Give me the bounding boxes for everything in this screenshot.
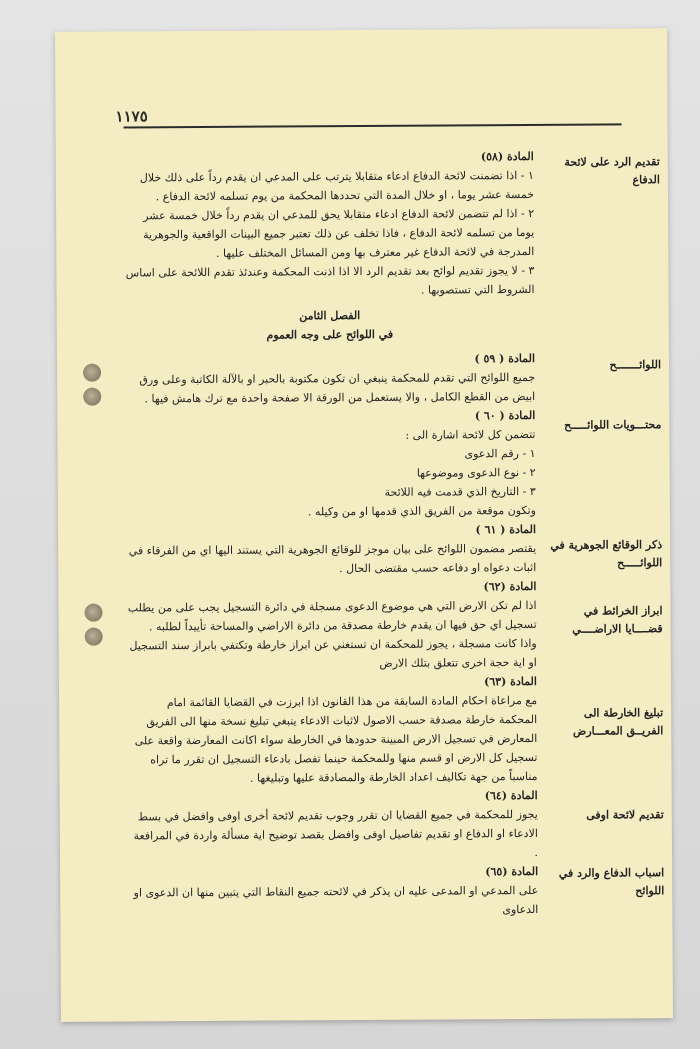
article-heading: المادة (٥٨): [480, 149, 534, 164]
article-heading: المادة ( ٦١ ): [475, 522, 537, 537]
paragraph: تتضمن كل لائحة اشارة الى :: [405, 427, 536, 442]
article-heading: المادة (٦٣): [484, 674, 537, 689]
article-heading: المادة ( ٦٠ ): [474, 408, 536, 423]
list-item: ٣ - التاريخ الذي قدمت فيه اللائحة: [384, 484, 536, 499]
paragraph: ٢ - اذا لم تتضمن لائحة الدفاع ادعاء متقابلا يحق للمدعي ان يقدم رداً خلال خمسة عشر يوما من تسلمه لائحة الدفاع ، فاذا تخلف عن ذلك تعتبر جميع البينات الواقعية والجوهرية المدرجة في لائحة الدفاع غير معترف بها ومن المسائل المختلف عليها .: [143, 206, 535, 260]
margin-note: محتـــويات اللوائـــــح: [564, 418, 662, 432]
margin-note: تقديم لائحة اوفى: [586, 808, 664, 822]
article-heading: المادة ( ٥٩ ): [474, 351, 536, 366]
list-item: ١ - رقم الدعوى: [464, 446, 536, 461]
margin-note: تقديم الرد على لائحة الدفاع: [564, 155, 660, 187]
list-item: ٢ - نوع الدعوى وموضوعها: [416, 465, 536, 480]
article-heading: المادة (٦٥): [485, 864, 539, 879]
header-rule: [124, 123, 622, 128]
chapter-title: الفصل الثامن: [299, 309, 361, 323]
margin-note: ابراز الخرائط في قضــــايا الاراضــــي: [572, 604, 663, 636]
paragraph: على المدعي او المدعى عليه ان يذكر في لائحته جميع النقاط التي يتبين منها ان الدعوى او الدعاوى: [133, 883, 539, 917]
punch-hole: [84, 604, 102, 622]
paragraph: ٣ - لا يجوز تقديم لوائح بعد تقديم الرد الا اذا اذنت المحكمة وعندئذ تقدم اللائحة على اساس الشروط التي تستصوبها .: [125, 263, 535, 297]
paragraph: اذا لم تكن الارض التي هي موضوع الدعوى مسجلة في دائرة التسجيل يجب على من يطلب تسجيل اي حق فيها ان يقدم خارطة مصدقة من دائرة الاراضي والمساحة تأييداً لطلبه .: [127, 598, 537, 634]
paragraph: ١ - اذا تضمنت لائحة الدفاع ادعاء متقابلا يترتب على المدعي ان يقدم رداً على ذلك خلال خمسة عشر يوما ، او خلال المدة التي تحددها المحكمة من يوم تسلمه لائحة الدفاع .: [139, 168, 535, 204]
document-page: [55, 28, 673, 1022]
paragraph: مع مراعاة احكام المادة السابقة من هذا القانون اذا ابرزت في القضايا القائمة امام المحكمة خارطة مصدقة حسب الاصول لاثبات الادعاء ينبغي تبليغ نسخة منها الى الفريق المعارض في تسجيل الارض المبينة حدودها في الخارطة سواء اكانت المعارضة واقعة على تسجيل كل الارض او قسم منها وللمحكمة حينما تفصل بادعاء التسجيل ان تقرر ما تراه مناسباً من جهة تكاليف اعداد الخارطة والمصادقة عليها وتبليغها .: [134, 693, 538, 785]
punch-hole: [85, 628, 103, 646]
paragraph: يقتصر مضمون اللوائح على بيان موجز للوقائع الجوهرية التي يستند اليها اي من الفرقاء في اثبات دعواه او دفاعه حسب مقتضى الحال .: [128, 541, 537, 576]
article-heading: المادة (٦٤): [484, 788, 538, 803]
article-heading: المادة (٦٢): [483, 579, 537, 594]
page-number: ١١٧٥: [115, 107, 148, 126]
punch-hole: [83, 364, 101, 382]
document-body: [124, 147, 539, 921]
margin-note: اللوائـــــــح: [609, 358, 662, 372]
margin-note: اسباب الدفاع والرد في اللوائح: [558, 866, 665, 898]
paragraph: جميع اللوائح التي تقدم للمحكمة ينبغي ان تكون مكتوبة بالحبر او بالآلة الكاتبة وعلى ورق ابيض من القطع الكامل ، والا يستعمل من الورقة الا صفحة واحدة مع ترك هامش فيها .: [139, 370, 536, 406]
margin-note: ذكر الوقائع الجوهرية في اللوائـــــح: [550, 538, 663, 570]
margin-note: تبليغ الخارطة الى الفريــق المعـــارض: [572, 706, 664, 738]
punch-hole: [83, 388, 101, 406]
paragraph: يجوز للمحكمة في جميع القضايا ان تقرر وجوب تقديم لائحة أخرى اوفى وافضل في بسط الادعاء او الدفاع او تقديم تفاصيل اوفى وافضل بقصد توضيح اية مسألة واردة في المرافعة .: [133, 807, 539, 859]
chapter-subtitle: في اللوائح على وجه العموم: [266, 327, 394, 342]
paragraph: واذا كانت مسجلة ، يجوز للمحكمة ان تستغني عن ابراز خارطة وتكتفي بابراز سند التسجيل او اية حجة اخرى تتعلق بتلك الارض: [129, 636, 537, 670]
paragraph: وتكون موقعة من الفريق الذي قدمها او من وكيله .: [307, 503, 536, 519]
